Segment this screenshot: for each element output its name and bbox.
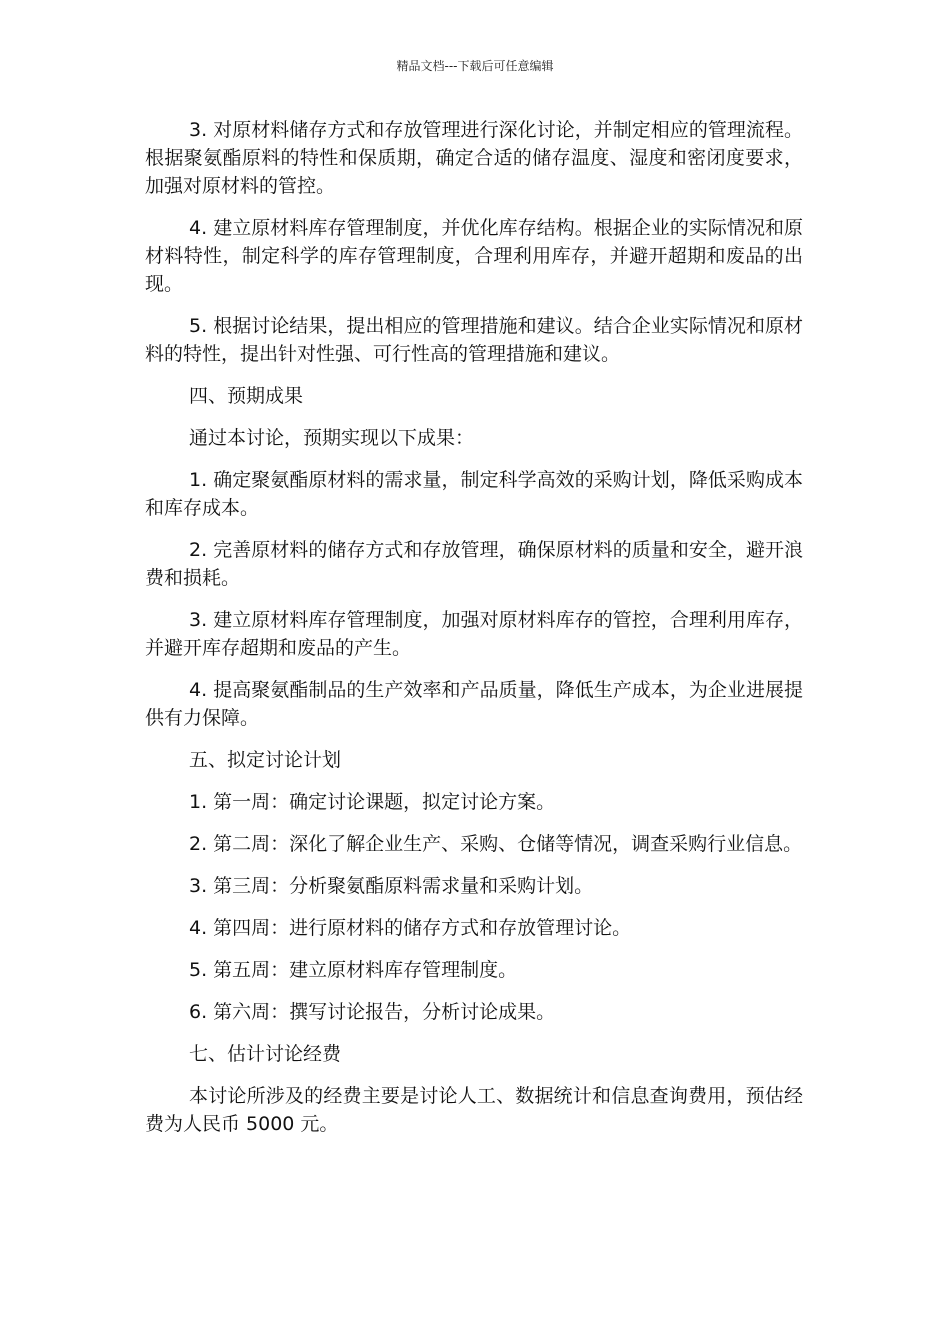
section-heading-budget: 七、估计讨论经费: [189, 1043, 342, 1065]
section-heading-expected-results: 四、预期成果: [189, 385, 304, 407]
paragraph-management-measures: 5. 根据讨论结果，提出相应的管理措施和建议。结合企业实际情况和原材料的特性，提出针对性强、可行性高的管理措施和建议。: [145, 315, 803, 365]
paragraph-storage-management: 3. 对原材料储存方式和存放管理进行深化讨论，并制定相应的管理流程。根据聚氨酯原料的特性和保质期，确定合适的储存温度、湿度和密闭度要求，加强对原材料的管控。: [145, 119, 803, 197]
paragraph-results-intro: 通过本讨论，预期实现以下成果：: [189, 427, 475, 449]
document-body: [145, 116, 803, 1152]
plan-week-6: 6. 第六周：撰写讨论报告，分析讨论成果。: [189, 1001, 556, 1023]
plan-week-4: 4. 第四周：进行原材料的储存方式和存放管理讨论。: [189, 917, 632, 939]
result-item-2: 2. 完善原材料的储存方式和存放管理，确保原材料的质量和安全，避开浪费和损耗。: [145, 539, 803, 589]
result-item-4: 4. 提高聚氨酯制品的生产效率和产品质量，降低生产成本，为企业进展提供有力保障。: [145, 679, 803, 729]
paragraph-budget: 本讨论所涉及的经费主要是讨论人工、数据统计和信息查询费用，预估经费为人民币 5000 元。: [145, 1085, 803, 1135]
section-heading-plan: 五、拟定讨论计划: [189, 749, 342, 771]
plan-week-1: 1. 第一周：确定讨论课题，拟定讨论方案。: [189, 791, 556, 813]
plan-week-3: 3. 第三周：分析聚氨酯原料需求量和采购计划。: [189, 875, 594, 897]
plan-week-2: 2. 第二周：深化了解企业生产、采购、仓储等情况，调查采购行业信息。: [189, 833, 803, 855]
paragraph-inventory-system: 4. 建立原材料库存管理制度，并优化库存结构。根据企业的实际情况和原材料特性，制定科学的库存管理制度，合理利用库存，并避开超期和废品的出现。: [145, 217, 803, 295]
page-header: 精品文档---下载后可任意编辑: [396, 59, 554, 73]
plan-week-5: 5. 第五周：建立原材料库存管理制度。: [189, 959, 518, 981]
result-item-3: 3. 建立原材料库存管理制度，加强对原材料库存的管控，合理利用库存，并避开库存超期和废品的产生。: [145, 609, 803, 659]
result-item-1: 1. 确定聚氨酯原材料的需求量，制定科学高效的采购计划，降低采购成本和库存成本。: [145, 469, 803, 519]
